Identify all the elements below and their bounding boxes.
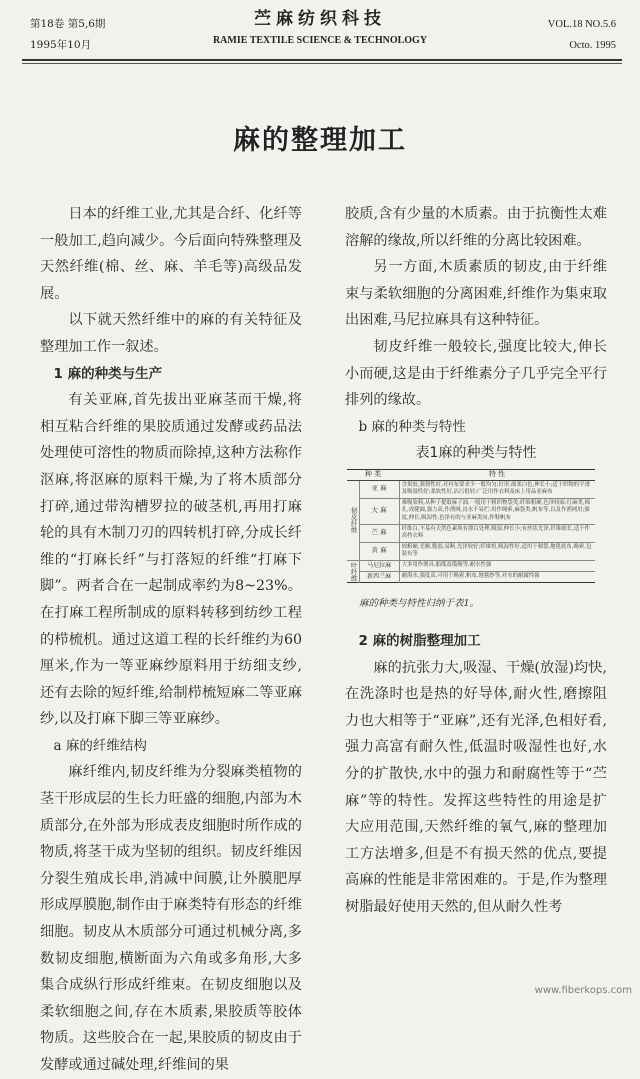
header-center [180,8,460,52]
header-left [30,14,105,56]
table-row [347,498,595,524]
header-rule-thin [22,63,622,64]
table-cell-desc: 纤维白,不易有天然色素须有漂白处理,吸湿,伸长小;有丝状光泽,纤维细长,适于作高档衣料 [399,524,595,542]
table-header-row [347,469,595,480]
table-cell-name: 大 麻 [359,498,399,524]
journal-title-en: RAMIE TEXTILE SCIENCE & TECHNOLOGY [212,35,428,46]
table-row [347,524,595,542]
right-column [345,201,607,921]
article-title: 麻的整理加工 [233,125,407,156]
paragraph-3: 韧皮纤维一般较长,强度比较大,伸长小而硬,这是由于纤维素分子几乎完全平行排列的缘故。 [345,338,607,409]
journal-title-cn: 苎麻纺织科技 [254,9,386,29]
header-rule-thick [22,59,622,61]
section-1-paragraph: 有关亚麻,首先拔出亚麻茎而干燥,将相互粘合纤维的果胶质通过发酵或药品法处理使可溶性的物质而除掉,这种方法称作沤麻,将沤麻的原料干燥,为了将木质部分打碎,通过带沟槽罗拉的破茎机,再用打麻轮的具有木制刀刃的四转机打碎,分成长纤维的“打麻长纤”与打落短的纤维“打麻下脚”。两者合在一起制成率约为8~23%。在打麻工程所制成的原料转移到纺纱工程的栉梳机。通过这道工程的长纤维约为60厘米,作为一等亚麻纱原料用于纺细支纱,还有去除的短纤维,给制栉梳短麻二等亚麻纱,以及打麻下脚三等亚麻纱。 [40,392,302,728]
section-2-heading: 2 麻的树脂整理加工 [358,632,481,649]
subsection-a-heading: a 麻的纤维结构 [53,737,147,754]
table-cell-name: 苎 麻 [359,524,399,542]
table-header-property: 特 性 [399,469,595,480]
table-cell-name: 马尼拉麻 [359,560,399,571]
subsection-b-heading: b 麻的种类与特性 [358,418,466,435]
section-2-paragraph: 麻的抗张力大,吸湿、干燥(放湿)均快,在洗涤时也是热的好导体,耐火性,磨擦阻力也大相等于“亚麻”,还有光泽,色相好看,强力高富有耐久性,低温时吸湿性也好,水分的扩散快,水中的强力和耐腐性等于“苎麻”等的特性。发挥这些特性的用途是扩大应用范围,天然纤维的氧气,麻的整理加工方法增多,但是不有损天然的优点,要提高麻的性能是非常困难的。于是,作为整理树脂最好使用天然的,但从耐久性考 [345,659,607,915]
table-group-leaf: 叶纤维 [347,560,359,583]
volume-cn: 第18卷 第5,6期 [30,18,106,30]
table-cell-desc: 大多用作渔具,船缆及缆绳等,耐水性强 [399,560,595,571]
table-group-bast: 韧皮纤维 [347,480,359,560]
date-en: Octo. 1995 [569,40,616,51]
table-header-type: 种 类 [347,469,399,480]
table-row [347,560,595,571]
date-cn: 1995年10月 [30,39,92,51]
paragraph-2: 另一方面,木质素质的韧皮,由于纤维束与柔软细胞的分离困难,纤维作为集束取出困难,马尼拉麻具有这种特征。 [345,259,607,329]
table-note: 麻的种类与特性归纳于表1。 [359,598,480,610]
table-cell-name: 新西兰麻 [359,572,399,583]
table-cell-desc: 耐海水,强度高,可用于绳索,帆布,地毯纱等,对水的耐腐性强 [399,572,595,583]
watermark: www.fiberkops.com [534,985,632,996]
volume-en: VOL.18 NO.5.6 [547,19,616,30]
section-1-heading: 1 麻的种类与生产 [53,365,163,382]
table-cell-name: 亚 麻 [359,480,399,498]
intro-paragraph-1: 日本的纤维工业,尤其是合纤、化纤等一般加工,趋向减少。今后面向特殊整理及天然纤维(棉、丝、麻、羊毛等)高级品发展。 [40,206,302,302]
fiber-table-wrapper [347,469,595,583]
intro-paragraph-2: 以下就天然纤维中的麻的有关特征及整理加工作一叙述。 [40,312,302,355]
continued-paragraph: 胶质,含有少量的木质素。由于抗衡性太难溶解的缘故,所以纤维的分离比较困难。 [345,206,607,249]
header-right [548,14,616,56]
subsection-a-paragraph: 麻纤维内,韧皮纤维为分裂麻类植物的茎干形成层的生长力旺盛的细胞,内部为木质部分,在外部为形成表皮细胞时所作成的物质,将茎干成为坚韧的组织。韧皮纤维因分裂生殖成长串,消减中间膜,让外膜肥厚形成厚膜胞,制作由于麻类特有形态的纤维细胞。韧皮从木质部分可通过机械分离,多数韧皮细胞,横断面为六角或多角形,大多集合成纵行形成纤维束。在韧皮细胞以及柔软细胞之间,存在木质素,果胶质等胶体物质。这些胶合在一起,果胶质的韧皮由于发酵或通过碱处理,纤维间的果 [40,764,302,1073]
fiber-table [347,469,595,583]
table-cell-name: 黄 麻 [359,542,399,560]
table-cell-desc: 较粗硬,光顺,脆弱,易断,光泽较好;纤维短,吸湿性好,适用于制袋,地毯底布,绳索,包装布等 [399,542,595,560]
table-caption: 表1麻的种类与特性 [415,445,537,462]
left-column [40,201,302,1079]
table-cell-desc: 难吸染料,从种子提取麻子油,一般用于粗织物袋类;纤维粗硬,色泽较暗;红麻类,棉孔,成健圆,强力高,作渔网,浸水不易烂;用作绳索,麻袋类,帆布等,以及作渔网用;强度,伸长,吸湿性,色泽有的与亚麻类同,作鞋帆布 [399,498,595,524]
table-row [347,572,595,583]
table-cell-desc: 含果胶,强韧性好,对衬布要求少一般均匀;针形,细柔白色,伸长小;适于织物的平滑及吸湿性好;柔软性好,沾污很轻;广泛用作衣料及床上用品亚麻布 [399,480,595,498]
table-row [347,480,595,498]
table-row [347,542,595,560]
